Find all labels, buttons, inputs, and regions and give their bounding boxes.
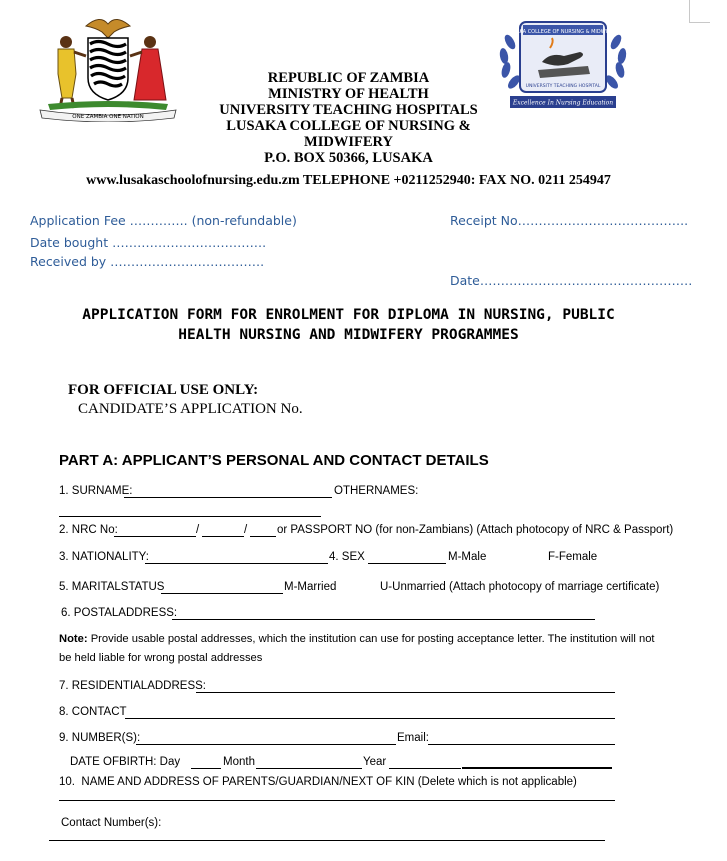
note-label: Note: (59, 633, 88, 645)
dob-year-label: Year (363, 756, 387, 768)
field-residential-row (59, 680, 206, 692)
field-number: 5. (59, 581, 69, 593)
page-corner-marker (689, 0, 710, 23)
application-fee: Application Fee ………….. (non-refundable) (30, 213, 297, 228)
residential-address-line[interactable] (196, 692, 615, 693)
header-republic: REPUBLIC OF ZAMBIA (267, 70, 430, 86)
contact-label: CONTACT (71, 706, 127, 718)
field-number-row (59, 732, 140, 744)
contact-numbers-line[interactable] (49, 840, 605, 841)
email-line[interactable] (428, 744, 615, 745)
fee-date: Date…………………………………………… (450, 273, 693, 288)
note-text: Provide usable postal addresses, which the institution can use for posting acceptance letter. The institution will not (87, 633, 655, 645)
field-contact-row (59, 706, 127, 718)
receipt-no: Receipt No………………………………….. (450, 213, 689, 228)
logo-sub-text: UNIVERSITY TEACHING HOSPITAL (525, 84, 601, 89)
field-nrc-row (59, 524, 118, 536)
next-of-kin-line[interactable] (59, 800, 615, 801)
header-ministry: MINISTRY OF HEALTH (268, 86, 429, 102)
sex-label: 4. SEX (329, 551, 365, 563)
nrc-line-3[interactable] (250, 536, 276, 537)
field-next-of-kin-row (59, 776, 577, 788)
sex-line[interactable] (368, 563, 446, 564)
field-number: 2. (59, 524, 69, 536)
sex-female-option: F-Female (548, 551, 598, 563)
field-number: 1. (59, 485, 69, 497)
phone-number-label: NUMBER(S): (71, 732, 141, 744)
contact-numbers-label: Contact Number(s): (61, 817, 162, 829)
othernames-line[interactable] (59, 516, 321, 517)
email-label: Email: (397, 732, 429, 744)
dob-year-line-thin[interactable] (389, 768, 461, 769)
date-bought: Date bought ………………………………. (30, 235, 267, 250)
dob-month-line[interactable] (256, 768, 362, 769)
nationality-line[interactable] (145, 563, 328, 564)
header-college-line1: LUSAKA COLLEGE OF NURSING & (226, 118, 471, 134)
letterhead (0, 70, 697, 166)
sex-male-option: M-Male (448, 551, 487, 563)
marital-unmarried-option: U-Unmarried (Attach photocopy of marriage certificate) (380, 581, 660, 593)
passport-label: or PASSPORT NO (for non-Zambians) (Attach photocopy of NRC & Passport) (277, 524, 674, 536)
postal-address-line[interactable] (172, 619, 595, 620)
form-title-line1: APPLICATION FORM FOR ENROLMENT FOR DIPLOMA IN NURSING, PUBLIC (82, 307, 615, 323)
motto-text: ONE ZAMBIA ONE NATION (72, 114, 144, 120)
part-a-heading: PART A: APPLICANT’S PERSONAL AND CONTACT DETAILS (59, 452, 489, 469)
field-marital-row (59, 581, 164, 593)
nrc-label: NRC No: (71, 524, 118, 536)
phone-number-line[interactable] (136, 744, 396, 745)
marital-status-label: MARITALSTATUS (71, 581, 165, 593)
dob-day-label: DATE OFBIRTH: Day (70, 756, 181, 768)
logo-ring-text: LUSAKA COLLEGE OF NURSING & MIDWIFERY (506, 29, 620, 35)
header-pobox: P.O. BOX 50366, LUSAKA (264, 150, 433, 166)
marital-married-option: M-Married (284, 581, 337, 593)
nrc-slash: / (196, 524, 200, 536)
form-title (0, 305, 697, 345)
field-number: 7. (59, 680, 69, 692)
marital-status-line[interactable] (161, 593, 283, 594)
field-number: 8. (59, 706, 69, 718)
nrc-slash: / (244, 524, 248, 536)
field-surname-row (59, 485, 133, 497)
postal-address-label: 6. POSTALADDRESS: (61, 607, 178, 619)
nationality-label: NATIONALITY: (71, 551, 149, 563)
othernames-label: OTHERNAMES: (334, 485, 419, 497)
form-title-line2: HEALTH NURSING AND MIDWIFERY PROGRAMMES (178, 327, 519, 343)
surname-line[interactable] (124, 497, 332, 498)
dob-year-line[interactable] (462, 767, 612, 769)
field-nationality-row (59, 551, 149, 563)
official-use-heading: FOR OFFICIAL USE ONLY: (68, 382, 259, 398)
field-number: 9. (59, 732, 69, 744)
residential-address-label: RESIDENTIALADDRESS: (71, 680, 206, 692)
header-college-line2: MIDWIFERY (304, 134, 393, 150)
postal-note-line2: be held liable for wrong postal addresses (59, 652, 263, 664)
header-hospitals: UNIVERSITY TEACHING HOSPITALS (219, 102, 478, 118)
postal-note (59, 633, 655, 645)
nrc-line-2[interactable] (202, 536, 244, 537)
dob-day-line[interactable] (191, 768, 221, 769)
field-number: 3. (59, 551, 69, 563)
contact-line[interactable] (125, 718, 615, 719)
field-number: 10. (59, 776, 75, 788)
candidate-application-no: CANDIDATE’S APPLICATION No. (78, 401, 303, 417)
surname-label: SURNAME: (71, 485, 133, 497)
dob-month-label: Month (223, 756, 255, 768)
header-contact-line: www.lusakaschoolofnursing.edu.zm TELEPHONE +0211252940: FAX NO. 0211 254947 (86, 173, 611, 188)
received-by: Received by ………………………………. (30, 254, 265, 269)
nrc-line-1[interactable] (114, 536, 196, 537)
logo-banner-text: Excellence In Nursing Education (512, 99, 614, 107)
next-of-kin-label: NAME AND ADDRESS OF PARENTS/GUARDIAN/NEXT OF KIN (Delete which is not applicable) (81, 776, 577, 788)
